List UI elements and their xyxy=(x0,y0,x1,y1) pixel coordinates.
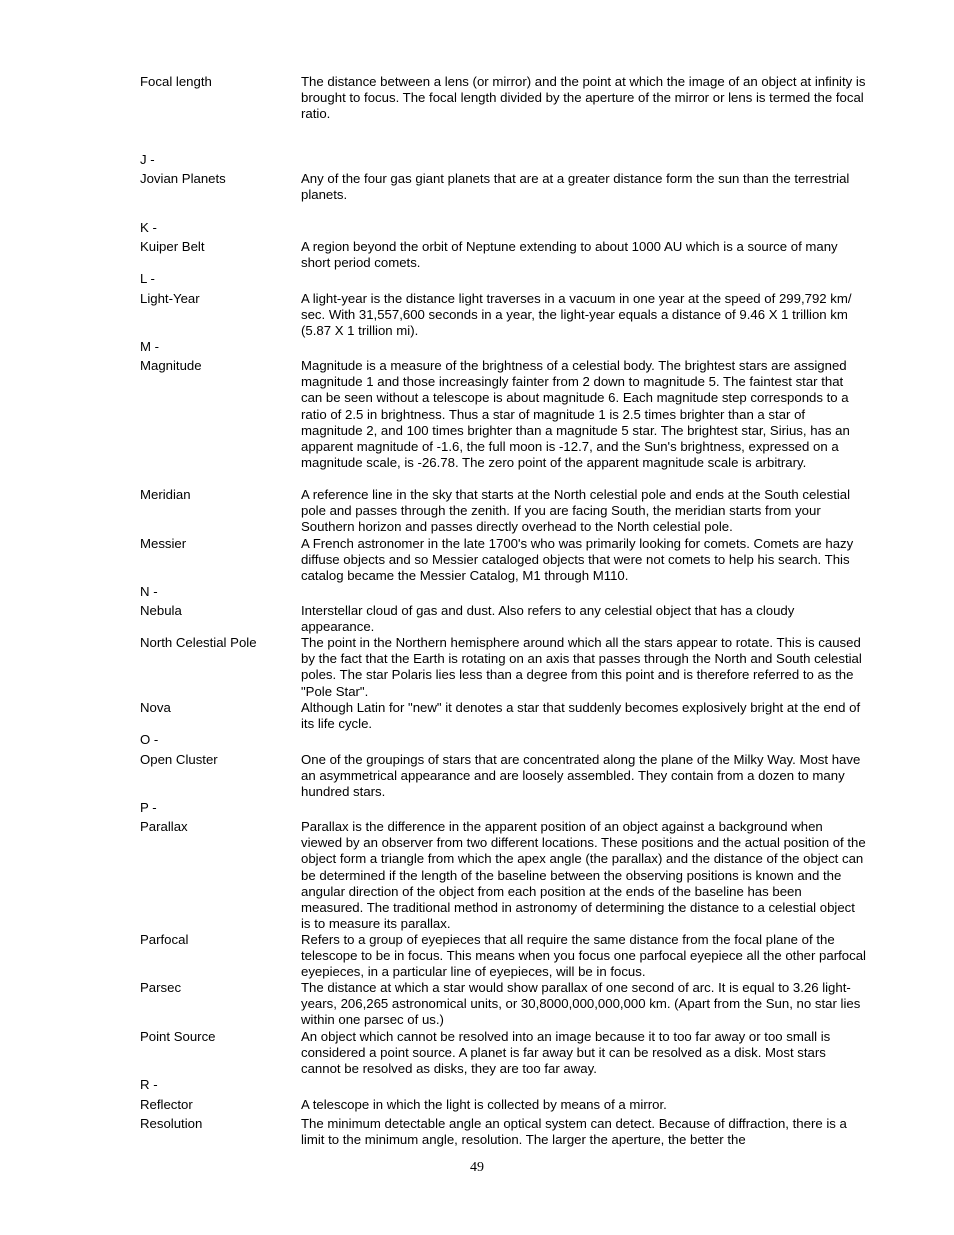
page-number: 49 xyxy=(470,1160,484,1175)
term: Magnitude xyxy=(140,358,202,373)
definition: A region beyond the orbit of Neptune extending to about 1000 AU which is a source of many short period comets. xyxy=(301,239,838,271)
section-letter-n: N - xyxy=(140,584,158,599)
definition: Refers to a group of eyepieces that all require the same distance from the focal plane of the telescope to be in focus. This means when you focus one parfocal eyepiece all the other parfocal eyepieces, in a particular line of eyepieces, will be in focus. xyxy=(301,932,866,980)
definition: A reference line in the sky that starts at the North celestial pole and ends at the South celestial pole and passes through the zenith. If you are facing South, the meridian starts from your Southern horizon and passes directly overhead to the North celestial pole. xyxy=(301,487,851,535)
term: Parallax xyxy=(140,819,188,834)
section-letter-j: J - xyxy=(140,152,155,167)
definition: The minimum detectable angle an optical system can detect. Because of diffraction, there is a limit to the minimum angle, resolution. The larger the aperture, the better the xyxy=(301,1116,847,1148)
term: Focal length xyxy=(140,74,212,89)
term: Kuiper Belt xyxy=(140,239,205,254)
definition: The point in the Northern hemisphere around which all the stars appear to rotate. This is caused by the fact that the Earth is rotating on an axis that passes through the North and South celestial poles. The star Polaris lies less than a degree from this point and is therefore referred to as the "Pole Star". xyxy=(301,635,862,699)
definition: Any of the four gas giant planets that are at a greater distance form the sun than the terrestrial planets. xyxy=(301,171,850,203)
term: Parfocal xyxy=(140,932,189,947)
term: Point Source xyxy=(140,1029,216,1044)
term: North Celestial Pole xyxy=(140,635,257,650)
term: Meridian xyxy=(140,487,191,502)
section-letter-p: P - xyxy=(140,800,157,815)
definition: An object which cannot be resolved into an image because it to too far away or too small is considered a point source. A planet is far away but it can be resolved as a disk. Most stars cannot be resolved as disks, they are too far away. xyxy=(301,1029,831,1077)
term: Light-Year xyxy=(140,291,200,306)
term: Nova xyxy=(140,700,171,715)
section-letter-l: L - xyxy=(140,271,155,286)
section-letter-m: M - xyxy=(140,339,160,354)
section-letter-r: R - xyxy=(140,1077,158,1092)
term: Open Cluster xyxy=(140,752,218,767)
term: Resolution xyxy=(140,1116,203,1131)
definition: A light-year is the distance light traverses in a vacuum in one year at the speed of 299,792 km/ sec. With 31,557,600 seconds in a year, the light-year equals a distance of 9.46 X 1 trillion km (5.87 X 1 trillion mi). xyxy=(301,291,852,339)
term: Messier xyxy=(140,536,187,551)
definition: The distance at which a star would show parallax of one second of arc. It is equal to 3.26 light-years, 206,265 astronomical units, or 30,8000,000,000,000 km. (Apart from the Sun, no star lies within one parsec of us.) xyxy=(301,980,861,1028)
term: Nebula xyxy=(140,603,182,618)
definition: Magnitude is a measure of the brightness of a celestial body. The brightest stars are assigned magnitude 1 and those increasingly fainter from 2 down to magnitude 5. The faintest star that can be seen without a telescope is about magnitude 6. Each magnitude step corresponds to a ratio of 2.5 in brightness. Thus a star of magnitude 1 is 2.5 times brighter than a star of magnitude 2, and 100 times brighter than a magnitude 5 star. The brightest star, Sirius, has an apparent magnitude of -1.6, the full moon is -12.7, and the Sun's brightness, expressed on a magnitude scale, is -26.78. The zero point of the apparent magnitude scale is arbitrary. xyxy=(301,358,850,471)
section-letter-k: K - xyxy=(140,220,157,235)
definition: Although Latin for "new" it denotes a star that suddenly becomes explosively bright at the end of its life cycle. xyxy=(301,700,861,732)
definition: Interstellar cloud of gas and dust. Also refers to any celestial object that has a cloudy appearance. xyxy=(301,603,795,635)
definition: A telescope in which the light is collected by means of a mirror. xyxy=(301,1097,667,1112)
definition: The distance between a lens (or mirror) and the point at which the image of an object at infinity is brought to focus. The focal length divided by the aperture of the mirror or lens is termed the focal ratio. xyxy=(301,74,866,122)
term: Parsec xyxy=(140,980,182,995)
definition: A French astronomer in the late 1700's who was primarily looking for comets. Comets are hazy diffuse objects and so Messier cataloged objects that were not comets to help his search. This catalog became the Messier Catalog, M1 through M110. xyxy=(301,536,854,584)
definition: Parallax is the difference in the apparent position of an object against a background when viewed by an observer from two different locations. These positions and the actual position of the object form a triangle from which the apex angle (the parallax) and the distance of the object can be determined if the length of the baseline between the observing positions is known and the angular direction of the object from each position at the ends of the baseline has been measured. The traditional method in astronomy of determining the distance to a celestial object is to measure its parallax. xyxy=(301,819,866,932)
definition: One of the groupings of stars that are concentrated along the plane of the Milky Way. Most have an asymmetrical appearance and are loosely assembled. They contain from a dozen to many hundred stars. xyxy=(301,752,861,800)
section-letter-o: O - xyxy=(140,732,159,747)
term: Jovian Planets xyxy=(140,171,226,186)
term: Reflector xyxy=(140,1097,193,1112)
